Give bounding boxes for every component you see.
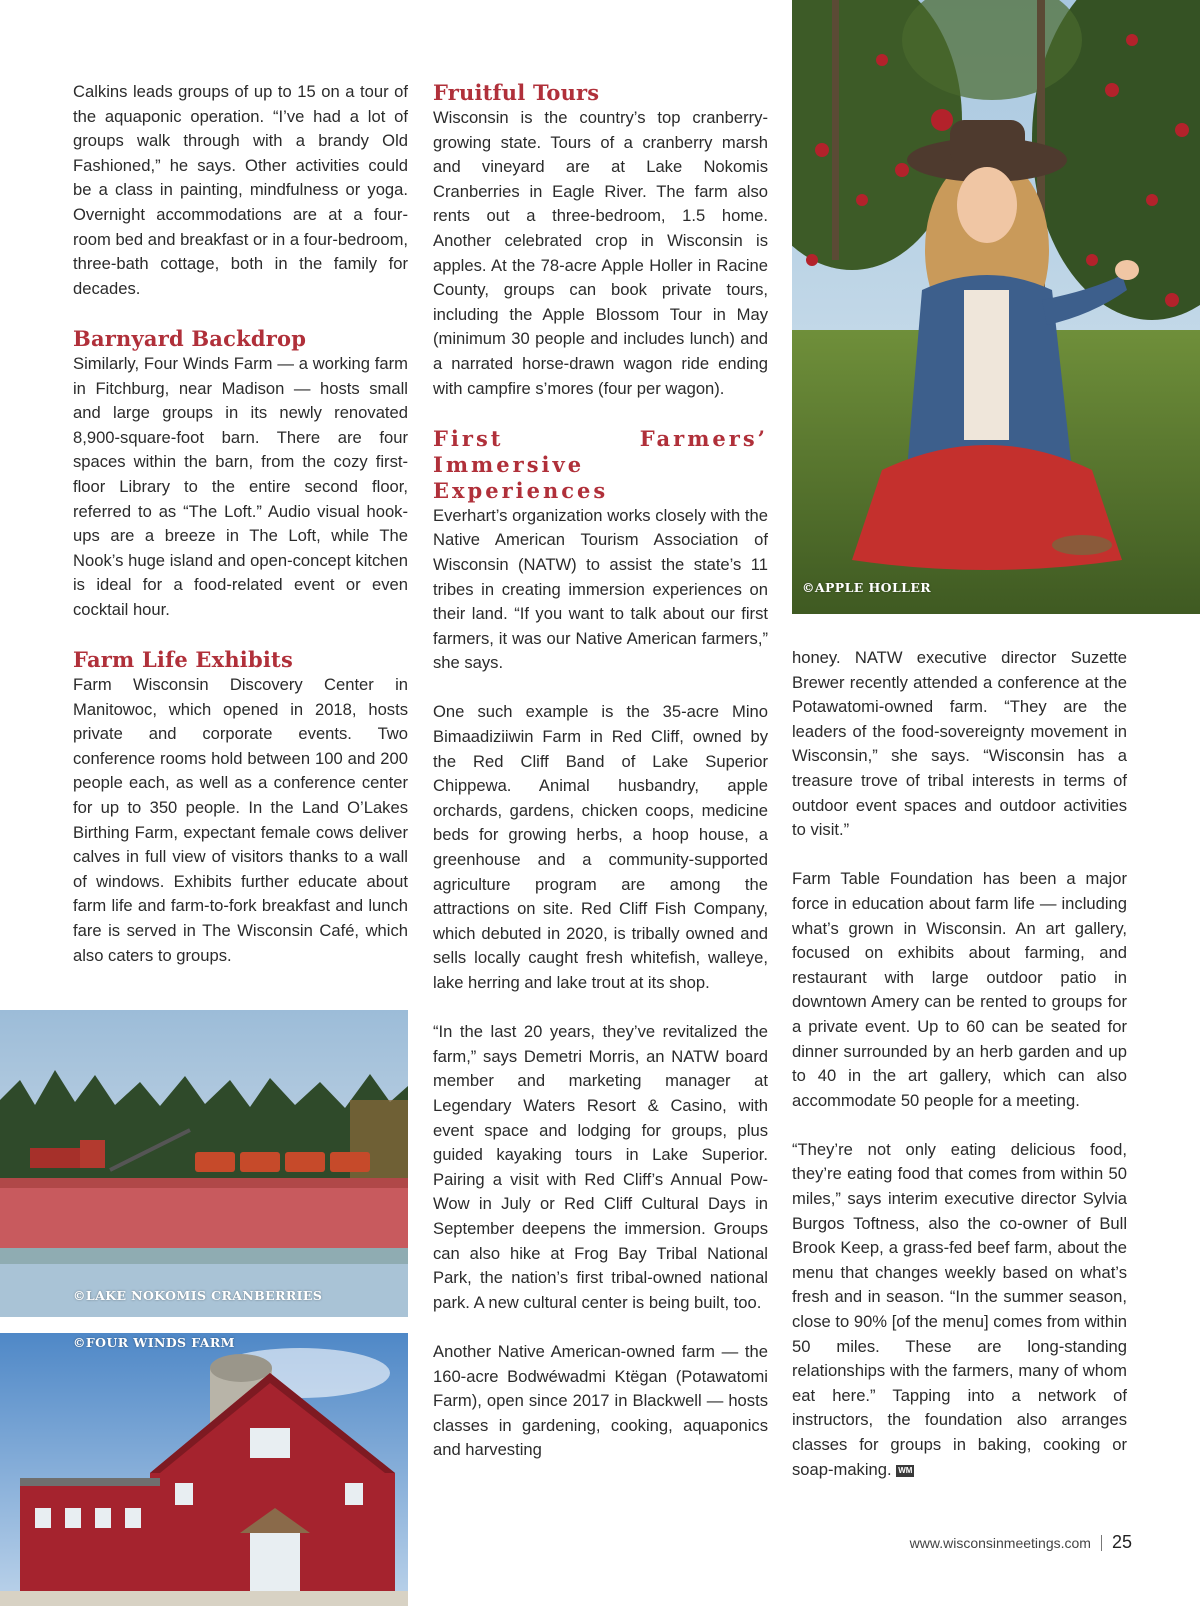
column-3	[792, 646, 1127, 1482]
intro-paragraph: Calkins leads groups of up to 15 on a tour of the aquaponic operation. “I’ve had a lot of groups walk through with a brandy Old Fashioned,” he says. Other activities could be a class in painting, mindfulness or yoga. Overnight accommodations are at a four-room bed and breakfast or in a four-bedroom, three-bath cottage, both in the family for decades.	[73, 82, 408, 298]
cranberry-photo	[0, 1010, 408, 1317]
quote-paragraph	[792, 1138, 1127, 1482]
first-farmers-paragraph: Everhart’s organization works closely with the Native American Tourism Association of Wisconsin (NATW) to assist the state’s 11 tribes in creating immersion experiences on their land. “If you want to talk about our first farmers, it was our Native American farmers,” she says.	[433, 505, 768, 673]
first-farmers-heading: First Farmers’ Immersive Experiences	[433, 425, 768, 503]
end-mark-icon: WM	[898, 1465, 913, 1475]
apple-orchard-woman-image	[792, 0, 1200, 614]
mino-paragraph: One such example is the 35-acre Mino Bimaadiziiwin Farm in Red Cliff, owned by the Red Cliff Band of Lake Superior Chippewa. Animal husbandry, apple orchards, gardens, chicken coops, medicine beds for growing herbs, a hoop house, a greenhouse and a community-supported agriculture program are among the attractions on site. Red Cliff Fish Company, which debuted in 2020, is tribally owned and sells locally caught fresh whitefish, walleye, lake herring and lake trout at its shop.	[433, 702, 768, 992]
page-number: 25	[1111, 1532, 1132, 1552]
barn-credit: ©FOUR WINDS FARM	[73, 1335, 235, 1350]
potawatomi-paragraph: Another Native American-owned farm — the 160-acre Bodwéwadmi Ktëgan (Potawatomi Farm), open since 2017 in Blackwell — hosts classes in gardening, cooking, aquaponics and harvesting	[433, 1341, 768, 1460]
apple-holler-photo	[792, 0, 1200, 614]
column-1	[73, 80, 408, 968]
red-barn-image	[0, 1333, 408, 1606]
footer-divider	[1101, 1535, 1102, 1551]
farmlife-heading: Farm Life Exhibits	[73, 647, 293, 673]
barnyard-paragraph: Similarly, Four Winds Farm — a working farm in Fitchburg, near Madison — hosts small and large groups in its newly renovated 8,900-square-foot barn. There are four spaces within the barn, from the cozy first-floor Library to the entire second floor, referred to as “The Loft.” Audio visual hook-ups are a breeze in The Loft, while The Nook’s huge island and open-concept kitchen is ideal for a food-related event or even cocktail hour.	[73, 353, 408, 619]
quote-text: “They’re not only eating delicious food, they’re eating food that comes from within 50 miles,” says interim executive director Sylvia Burgos Toftness, also the co-owner of Bull Brook Keep, a grass-fed beef farm, about the menu that changes weekly based on what’s fresh and in season. “In the summer season, close to 90% [of the menu] comes from within 50 miles. These are long-standing relationships with the farmers, many of whom eat here.” Tapping into a network of instructors, the foundation also arranges classes for groups in baking, cooking or soap-making.	[792, 1139, 1127, 1479]
fruitful-paragraph: Wisconsin is the country’s top cranberry-growing state. Tours of a cranberry marsh and vineyard are at Lake Nokomis Cranberries in Eagle River. The farm also rents out a three-bedroom, 1.5 home. Another celebrated crop in Wisconsin is apples. At the 78-acre Apple Holler in Racine County, groups can book private tours, including the Apple Blossom Tour in May (minimum 30 people and includes lunch) and a narrated horse-drawn wagon ride ending with campfire s’mores (four per wagon).	[433, 108, 768, 398]
revitalized-paragraph: “In the last 20 years, they’ve revitalized the farm,” says Demetri Morris, an NATW board member and marketing manager at Legendary Waters Resort & Casino, with event space and lodging for groups, plus guided kayaking tours in Lake Superior. Pairing a visit with Red Cliff’s Annual Pow-Wow in July or Red Cliff Cultural Days in September deepens the immersion. Groups can also hike at Frog Bay Tribal National Park, the nation’s first tribal-owned national park. A new cultural center is being built, too.	[433, 1022, 768, 1312]
footer-url[interactable]: www.wisconsinmeetings.com	[909, 1534, 1091, 1551]
cranberry-marsh-image	[0, 1010, 408, 1317]
honey-paragraph: honey. NATW executive director Suzette Brewer recently attended a conference at the Potawatomi-owned farm. “They are the leaders of the food-sovereignty movement in Wisconsin,” she says. “Wisconsin has a treasure trove of tribal interests in terms of outdoor event spaces and outdoor activities to visit.”	[792, 648, 1127, 840]
farm-table-paragraph: Farm Table Foundation has been a major force in education about farm life — including what’s grown in Wisconsin. An art gallery, focused on exhibits about farming, and restaurant with large outdoor patio in downtown Amery can be rented to groups for a private event. Up to 60 can be seated for dinner surrounded by an herb garden and up to 40 in the art gallery, which can also accommodate 50 people for a meeting.	[792, 869, 1127, 1110]
fruitful-heading: Fruitful Tours	[433, 80, 600, 105]
apple-holler-credit: ©APPLE HOLLER	[802, 580, 932, 595]
farmlife-paragraph: Farm Wisconsin Discovery Center in Manitowoc, which opened in 2018, hosts private and corporate events. Two conference rooms hold between 100 and 200 people each, as well as a conference center for up to 350 people. In the Land O’Lakes Birthing Farm, expectant female cows deliver calves in full view of visitors thanks to a wall of windows. Exhibits further educate about farm life and farm-to-fork breakfast and lunch fare is served in The Wisconsin Café, which also caters to groups.	[73, 675, 408, 965]
page-footer	[910, 1532, 1132, 1553]
barnyard-heading: Barnyard Backdrop	[73, 325, 307, 351]
barn-photo	[0, 1333, 408, 1606]
cranberry-credit: ©LAKE NOKOMIS CRANBERRIES	[73, 1288, 323, 1303]
column-2	[433, 80, 768, 1463]
